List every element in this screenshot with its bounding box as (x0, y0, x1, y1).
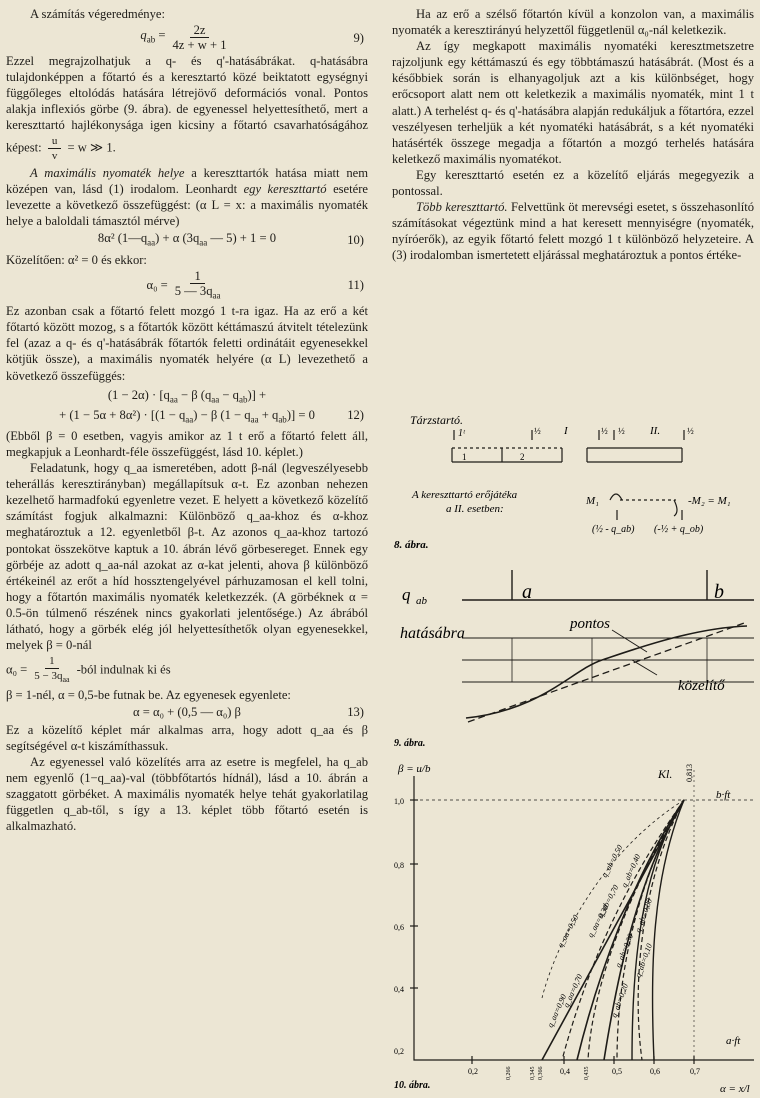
svg-text:q_aa=0,50: q_aa=0,50 (555, 913, 581, 949)
svg-text:ab: ab (416, 595, 427, 607)
svg-text:1,0: 1,0 (394, 797, 404, 806)
equation-11: α₀ = $\frac{1}{5 — 3q_{aa}}$ 11) (146, 268, 364, 301)
svg-text:0,4: 0,4 (560, 1067, 570, 1076)
equation-12: $(1 - 2\alpha) \cdot [q_{aa} - \beta$ $(q_{aa} - q_{ab})$] + + $(1 - 5\alpha + 8\alpha^2) \cdot [(1 - q_{aa}) - \beta$ $(1 - q_{aa} + q_{ab})] = 0$ 12) (59, 387, 364, 425)
svg-text:0,435: 0,435 (584, 1066, 590, 1080)
svg-text:β = u/b: β = u/b (398, 763, 431, 775)
svg-text:q_ab=0,50: q_ab=0,50 (599, 843, 625, 879)
svg-text:0,6: 0,6 (394, 923, 404, 932)
svg-text:0,345: 0,345 (530, 1066, 536, 1080)
svg-text:q_aa=0,70: q_aa=0,70 (561, 972, 585, 1009)
paragraph: Ezzel megrajzolhatjuk a q- és q'-hatásábrákat. q-hatásábra tulajdonképpen a főtartó és a keresztartó közé beiktatott egységnyi függőleges eltolódás hatására létrejövő deformációs vonal. Pontos alakja inflexiós görbe (9. ábra). de egyenessel helyettesíthető, mert a kereszttartó hajlékonysága igen kicsiny a főtartó csavarhatóságához képest: $\frac{u}{v}$ = w ≫ 1. (6, 54, 368, 162)
svg-text:q_aa=0,90: q_aa=0,90 (545, 992, 569, 1029)
svg-text:M₁: M₁ (586, 495, 599, 507)
svg-text:0,7: 0,7 (690, 1067, 700, 1076)
svg-text:hatásábra: hatásábra (400, 625, 465, 642)
paragraph: Ez azonban csak a főtartó felett mozgó 1 t-ra igaz. Ha az erő a két főtartó között mozog, s a főtartók között kéttámaszú átvitelt tételezünk fel (azaz a q- és q'-hatásábrák főtartók feletti ordinátáit egyenesekkel kötjük össze), a maximális nyomaték helyére (α L) levezethető a következő összefüggés: (6, 304, 368, 383)
section-heading: Több kereszttartó. (416, 200, 508, 215)
svg-text:2: 2 (520, 452, 525, 462)
paragraph: Közelítően: α² = 0 és ekkor: (6, 252, 147, 267)
svg-text:α = x/l: α = x/l (720, 1083, 750, 1095)
svg-text:közelítő: közelítő (678, 678, 725, 694)
svg-text:½: ½ (601, 426, 608, 436)
svg-text:q_aa=0,30: q_aa=0,30 (585, 903, 611, 939)
paragraph: α₀ = $\frac{1}{5 - 3q_{aa}}$ -ból indulnak ki és (6, 655, 171, 685)
svg-text:I: I (564, 425, 568, 437)
svg-text:0,6: 0,6 (650, 1067, 660, 1076)
svg-text:Kl.: Kl. (658, 767, 673, 781)
figure-8 (392, 400, 754, 550)
svg-text:q_ab=0,40: q_ab=0,40 (619, 852, 643, 889)
svg-text:q_ab=0,10: q_ab=0,10 (633, 942, 654, 979)
svg-text:pontos: pontos (570, 616, 611, 632)
figure-9 (392, 560, 754, 750)
equation-13: α = α₀ + (0,5 — α₀) β 13) (133, 705, 364, 720)
figure-caption: 10. ábra. (394, 1080, 431, 1091)
left-column (6, 6, 368, 834)
paragraph: Az így megkapott maximális nyomatéki keresztmetszetre rajzoljunk egy kéttámaszú és egy többtámaszú hatásábrát. (Most és a későbbiek során is elhanyagoljuk azt a kis különbséget, hogy erőcsoport alatt nem ott keletkezik a maximális nyomaték, mint 1 t alatt.) A terhelést q- és q'-hatásábra alapján redukáljuk a főtartóra, ezzel veszélyesen terheljük a két nyomatéki hatásábrát, s a két nyomatéki hatásérték összege megadja a főtartón a mozgó terhelés hatására keletkező maximális nyomatékot. (392, 39, 754, 166)
svg-text:0,8: 0,8 (394, 861, 404, 870)
paragraph: β = 1-nél, α = 0,5-be futnak be. Az egyenesek egyenlete: (6, 688, 291, 703)
equation-10: 8α² $(1—q_{aa}) + \alpha$ ($3q_{aa}$ — 5) + 1 = 0 10) (97, 230, 364, 248)
figure-10 (392, 758, 754, 1098)
paragraph: Az egyenessel való közelítés arra az esetre is megfelel, ha q_ab nem egyenlő (1−q_aa)-val (többfőtartós hídnál), lásd a 10. ábrán a szaggatott görbéket. A maximális nyomaték helye tehát gyakorlatilag független q_ab-től, s így a 13. képlet több főtartó esetén is alkalmazható. (6, 754, 368, 834)
paragraph: (Ebből β = 0 esetben, vagyis amikor az 1 t erő a főtartó felett áll, megkapjuk a Leonhardt-féle összefüggést, lásd 10. képlet.) (6, 428, 368, 459)
svg-text:½: ½ (687, 426, 694, 436)
figure-caption: 9. ábra. (394, 738, 426, 749)
svg-text:b: b (714, 581, 724, 603)
svg-text:q: q (402, 585, 411, 604)
svg-text:(-½ + q_ob): (-½ + q_ob) (654, 524, 704, 535)
svg-text:q_ab=0,30: q_ab=0,30 (613, 932, 636, 969)
svg-text:½: ½ (618, 426, 625, 436)
svg-text:0,366: 0,366 (538, 1066, 544, 1080)
paragraph: A maximális nyomaték helye a kereszttartók hatása miatt nem középen van, lásd (1) irodalom. Leonhardt egy kereszttartó esetére levezette a következő összefüggést: (α L = x: a maximális nyomaték helye a baloldali támasztól mérve) (6, 165, 369, 228)
right-column (392, 6, 754, 264)
svg-text:0,2: 0,2 (394, 1047, 404, 1056)
paragraph: Egy kereszttartó esetén ez a közelítő eljárás megegyezik a pontossal. (392, 167, 754, 199)
section-heading: A maximális nyomaték helye (30, 165, 185, 180)
svg-text:(½ - q_ab): (½ - q_ab) (592, 524, 635, 535)
paragraph: Ha az erő a szélső főtartón kívül a konzolon van, a maximális nyomaték a keresztirányú helyzettől függetlenül α₀-nál keletkezik. (392, 7, 754, 38)
svg-text:1ᵗ: 1ᵗ (458, 428, 465, 439)
paragraph: Ez a közelítő képlet már alkalmas arra, hogy adott q_aa és β segítségével α-t kiszámíthassuk. (6, 722, 368, 753)
svg-text:0,813: 0,813 (685, 764, 694, 782)
svg-text:-M₂ = M₁: -M₂ = M₁ (688, 495, 731, 507)
svg-text:q_ab=0,20: q_ab=0,20 (609, 982, 630, 1019)
paragraph: Feladatunk, hogy q_aa ismeretében, adott β-nál (legveszélyesebb teherállás keresztirányban) megállapítsuk α-t. Ez azonban nehezen kezelhető harmadfokú egyenletre vezet. E helyett a következő közelítő számítást fogjuk alkalmazni: Különböző q_aa-khoz és α-khoz meghatároztuk a 12. egyenletből β-t. Az azonos q_aa-khoz tartozó pontokat összekötve kaptuk a 10. ábrán lévő görbesereget. Ennek egy görbéje az adott q_aa-nál azokat az α-kat jelenti, ahova β különböző értékeinél az erőt a híd hossztengelyével párhuzamosan el kell tolni, hogy a főtartón maximális nyomaték keletkezzék. (A görbéknek α = 0.5-ön túlmenő részének nincs gyakorlati jelentősége.) Az ábrából látható, hogy a görbék elég jól helyettesíthetők olyan egyenesekkel, melyek β = 0-nál (6, 461, 368, 653)
svg-text:½: ½ (534, 426, 541, 436)
svg-text:q_ab=0,70: q_ab=0,70 (595, 883, 621, 919)
equation-number: 9) (353, 30, 364, 45)
svg-text:b·ft: b·ft (716, 789, 731, 801)
svg-text:a·ft: a·ft (726, 1035, 741, 1047)
svg-text:A kereszttartó erőjátéka: A kereszttartó erőjátéka (412, 489, 518, 501)
svg-text:a II. esetben:: a II. esetben: (446, 503, 504, 515)
svg-text:a: a (522, 581, 532, 603)
svg-text:1: 1 (462, 452, 467, 462)
svg-text:0,4: 0,4 (394, 985, 404, 994)
svg-text:II.: II. (650, 425, 661, 437)
svg-text:q_ab=0,80: q_ab=0,80 (633, 897, 654, 934)
paragraph: Több kereszttartó. Felvettünk öt merevségi esetet, s összehasonlító számításokat végeztünk mind a hat keresett mennyiségre (nyomaték, nyíróerők), az egyik főtartó felett mozgó 1 t különböző helyzeteire. A (3) irodalomban ismertetett eljárással meghatároztuk a pontos értéke- (392, 200, 754, 263)
svg-text:0,2: 0,2 (468, 1067, 478, 1076)
paragraph: A számítás végeredménye: (30, 7, 165, 21)
svg-text:0,266: 0,266 (506, 1066, 512, 1080)
figure-caption: 8. ábra. (394, 539, 429, 550)
equation-9: $q_{ab}$ = $\frac{2z}{4z + w + 1}$ 9) (140, 23, 364, 53)
figure-title: Tárzstartó. (410, 413, 464, 427)
svg-text:0,5: 0,5 (612, 1067, 622, 1076)
